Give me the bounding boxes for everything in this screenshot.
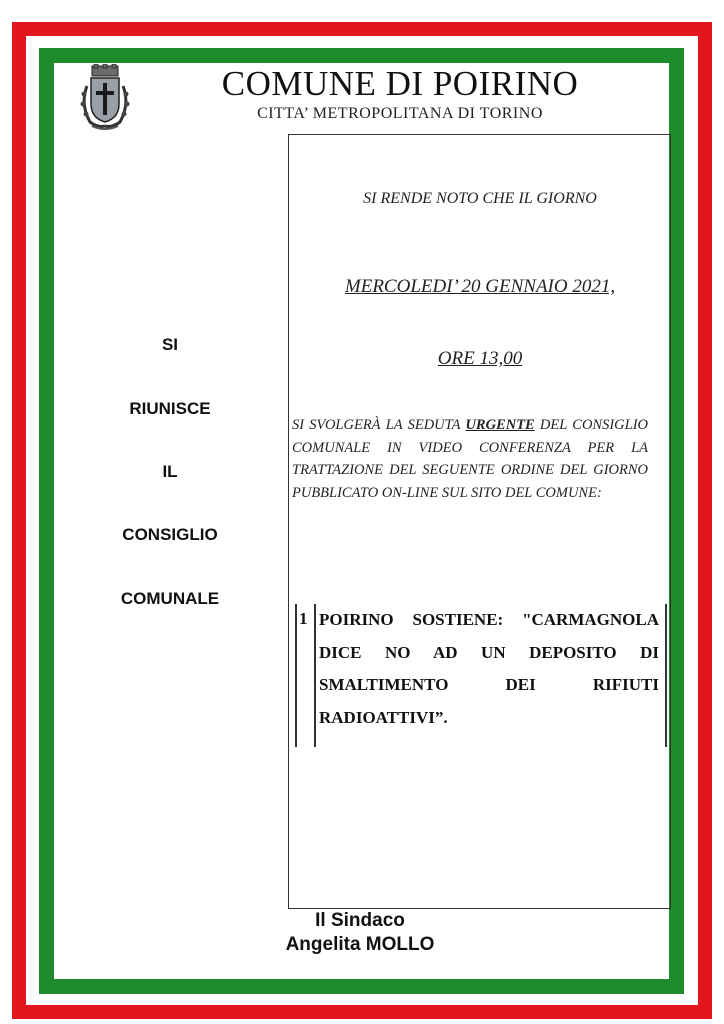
page-title: COMUNE DI POIRINO [221, 64, 579, 103]
left-word-5: COMUNALE [120, 589, 220, 608]
meeting-date [290, 276, 670, 298]
signature-role: Il Sindaco [315, 910, 405, 931]
left-word-2: RIUNISCE [129, 399, 211, 418]
paragraph-part-1: SI SVOLGERÀ LA SEDUTA [292, 417, 466, 433]
notice-paragraph [292, 414, 648, 504]
agenda-rule-mid [314, 604, 316, 747]
agenda-item-number: 1 [299, 609, 308, 628]
meeting-date-text: MERCOLEDI’ 20 GENNAIO 2021, [344, 276, 616, 297]
meeting-time-text: ORE 13,00 [437, 348, 523, 369]
urgent-emphasis: URGENTE [465, 417, 535, 433]
signature-name: Angelita MOLLO [285, 934, 435, 955]
page-subtitle: CITTA’ METROPOLITANA DI TORINO [257, 105, 543, 122]
municipal-crest-icon [78, 64, 132, 132]
agenda-item-text: POIRINO SOSTIENE: "CARMAGNOLA DICE NO AD UN DEPOSITO DI SMALTIMENTO DEI RIFIUTI RADIOATTIVI”. [319, 610, 659, 727]
announcement-line: SI RENDE NOTO CHE IL GIORNO [363, 190, 597, 207]
left-word-3: IL [162, 462, 178, 481]
left-word-1: SI [161, 335, 179, 354]
notice-box [288, 134, 671, 909]
agenda-rule-right [665, 604, 667, 747]
agenda-rule-left [295, 604, 297, 747]
meeting-time [290, 348, 670, 370]
paragraph-part-2: DEL CONSIGLIO COMUNALE IN VIDEO CONFERENZA PER LA TRATTAZIONE DEL SEGUENTE ORDINE DEL GIORNO PUBBLICATO ON-LINE SUL SITO DEL COMUNE: [292, 417, 648, 501]
left-word-4: CONSIGLIO [122, 525, 218, 544]
